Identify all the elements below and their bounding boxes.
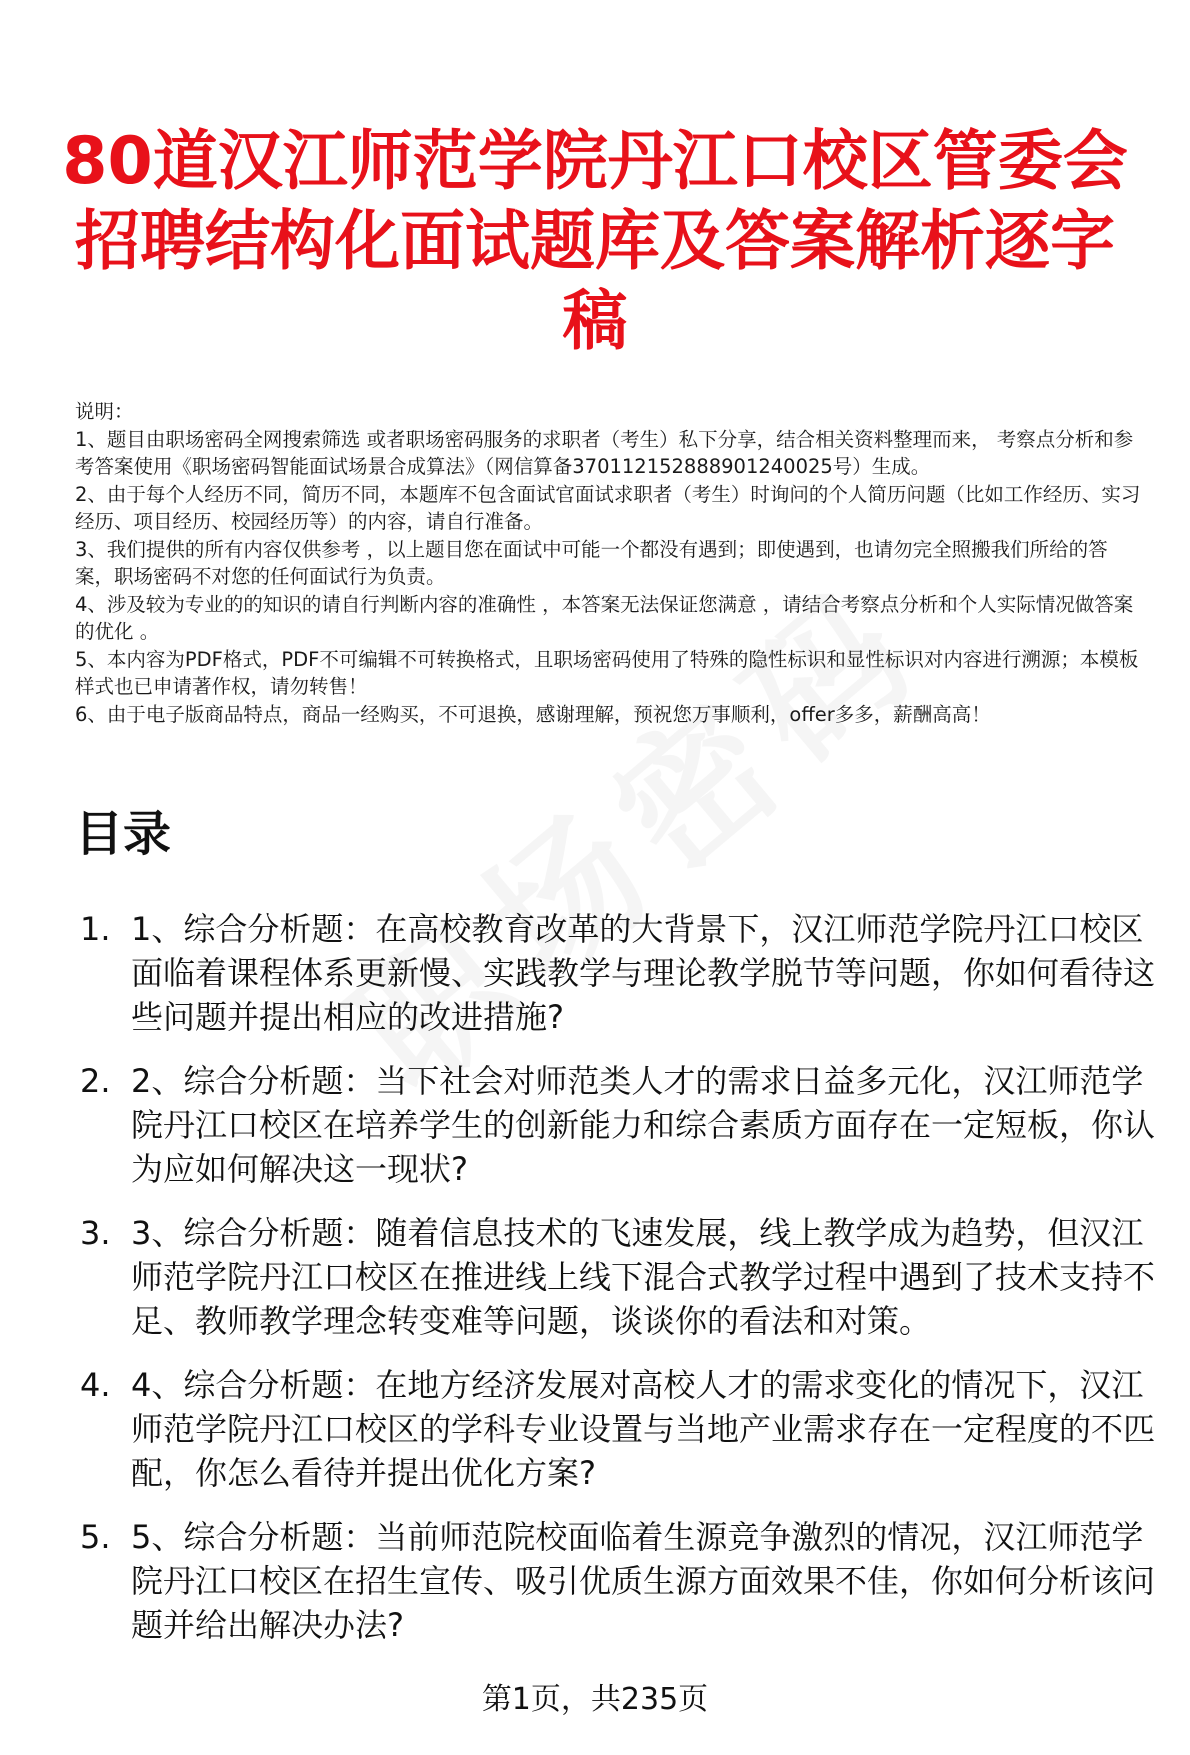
notes-heading: 说明： [75,400,134,423]
page-footer: 第1页，共235页 [481,1682,709,1717]
toc-item-number: 5. [80,1518,111,1556]
toc-item[interactable] [80,907,1170,1039]
toc-item-text[interactable]: 2、综合分析题：当下社会对师范类人才的需求日益多元化，汉江师范学院丹江口校区在培养学生的创新能力和综合素质方面存在一定短板，你认为应如何解决这一现状? [131,1062,1156,1188]
toc-item-number: 1. [80,910,111,948]
toc-item-text[interactable]: 4、综合分析题：在地方经济发展对高校人才的需求变化的情况下，汉江师范学院丹江口校区的学科专业设置与当地产业需求存在一定程度的不匹配，你怎么看待并提出优化方案? [131,1366,1156,1492]
toc-item[interactable] [80,1515,1170,1647]
toc-heading: 目录 [75,806,172,862]
toc-item-text[interactable]: 1、综合分析题：在高校教育改革的大背景下，汉江师范学院丹江口校区面临着课程体系更新慢、实践教学与理论教学脱节等问题，你如何看待这些问题并提出相应的改进措施? [131,910,1156,1036]
note-item: 2、由于每个人经历不同，简历不同，本题库不包含面试官面试求职者（考生）时询问的个人简历问题（比如工作经历、实习经历、项目经历、校园经历等）的内容，请自行准备。 [75,482,1141,533]
toc-item-text[interactable]: 5、综合分析题：当前师范院校面临着生源竞争激烈的情况，汉江师范学院丹江口校区在招生宣传、吸引优质生源方面效果不佳，你如何分析该问题并给出解决办法? [131,1518,1156,1644]
toc-item-number: 3. [80,1214,111,1252]
toc-item[interactable] [80,1059,1170,1191]
note-item: 5、本内容为PDF格式，PDF不可编辑不可转换格式，且职场密码使用了特殊的隐性标识和显性标识对内容进行溯源；本模板样式也已申请著作权，请勿转售！ [75,647,1139,698]
note-item: 6、由于电子版商品特点，商品一经购买，不可退换，感谢理解，预祝您万事顺利，offer多多，薪酬高高！ [75,702,991,726]
toc-item-text[interactable]: 3、综合分析题：随着信息技术的飞速发展，线上教学成为趋势，但汉江师范学院丹江口校区在推进线上线下混合式教学过程中遇到了技术支持不足、教师教学理念转变难等问题，谈谈你的看法和对策。 [131,1214,1156,1340]
toc-item-number: 2. [80,1062,111,1100]
toc-item[interactable] [80,1211,1170,1343]
note-item: 4、涉及较为专业的的知识的请自行判断内容的准确性 ，本答案无法保证您满意 ，请结合考察点分析和个人实际情况做答案的优化 。 [75,592,1134,643]
note-item: 3、我们提供的所有内容仅供参考 ，以上题目您在面试中可能一个都没有遇到；即使遇到，也请勿完全照搬我们所给的答案，职场密码不对您的任何面试行为负责。 [75,537,1108,588]
table-of-contents [80,907,1170,1667]
toc-item-number: 4. [80,1366,111,1404]
document-title: 80道汉江师范学院丹江口校区管委会招聘结构化面试题库及答案解析逐字稿 [62,124,1128,359]
notes-section [75,398,1145,728]
toc-item[interactable] [80,1363,1170,1495]
note-item: 1、题目由职场密码全网搜索筛选 或者职场密码服务的求职者（考生）私下分享，结合相关资料整理而来， 考察点分析和参考答案使用《职场密码智能面试场景合成算法》（网信算备370112152888901240025号）生成。 [75,427,1134,478]
